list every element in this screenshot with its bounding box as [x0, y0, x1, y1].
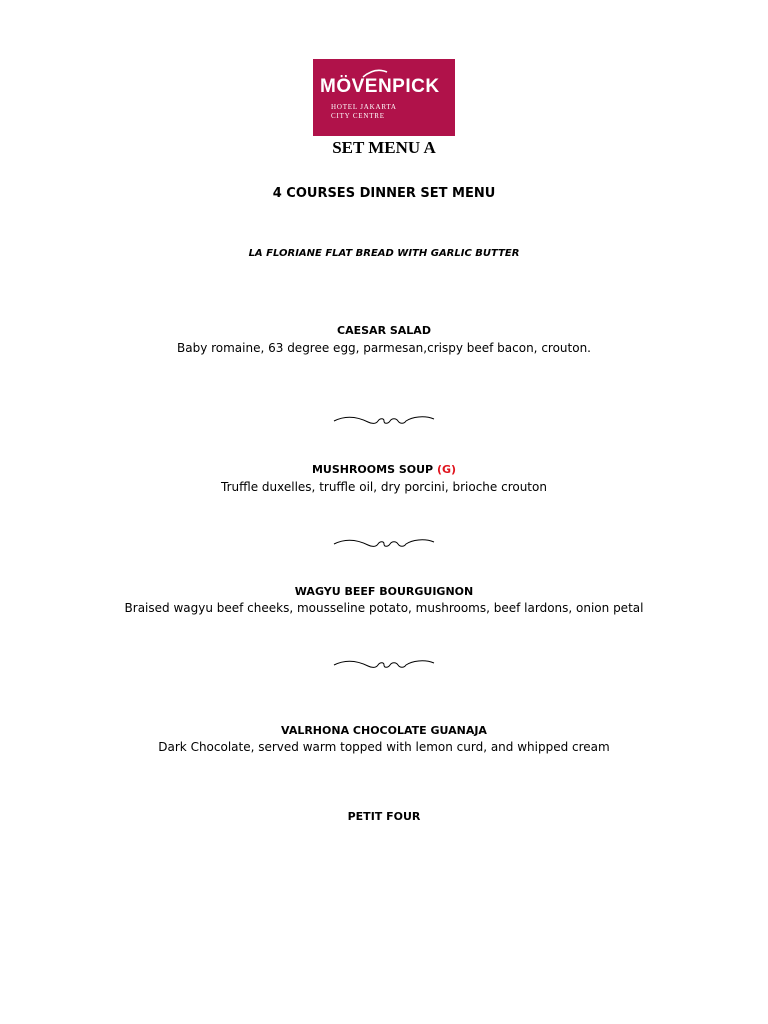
- bread-course: LA FLORIANE FLAT BREAD WITH GARLIC BUTTER: [248, 248, 520, 259]
- course-name-text: MUSHROOMS SOUP: [311, 463, 437, 476]
- course-name-caesar: CAESAR SALAD: [337, 324, 431, 337]
- logo-location-line: CITY CENTRE: [331, 112, 385, 120]
- movenpick-logo: [313, 59, 455, 136]
- course-name-chocolate: VALRHONA CHOCOLATE GUANAJA: [281, 724, 487, 737]
- ornamental-flourish-icon: [332, 413, 436, 429]
- course-name-petit-four: PETIT FOUR: [347, 810, 421, 823]
- logo-brand-text: MÖVENPICK: [320, 76, 440, 97]
- menu-subtitle: 4 COURSES DINNER SET MENU: [272, 186, 496, 201]
- course-name-wagyu: WAGYU BEEF BOURGUIGNON: [294, 585, 474, 598]
- course-desc-mushroom-soup: Truffle duxelles, truffle oil, dry porcini, brioche crouton: [221, 480, 547, 494]
- ornamental-flourish-icon: [332, 536, 436, 552]
- course-desc-caesar: Baby romaine, 63 degree egg, parmesan,crispy beef bacon, crouton.: [176, 341, 591, 355]
- ornamental-flourish-icon: [332, 657, 436, 673]
- course-desc-chocolate: Dark Chocolate, served warm topped with lemon curd, and whipped cream: [158, 740, 610, 754]
- course-desc-wagyu: Braised wagyu beef cheeks, mousseline potato, mushrooms, beef lardons, onion petal: [124, 601, 644, 615]
- menu-title: SET MENU A: [332, 138, 436, 157]
- course-name-mushroom-soup: [0, 463, 768, 476]
- logo-hotel-line: HOTEL JAKARTA: [331, 103, 397, 111]
- gluten-tag: (G): [436, 463, 457, 476]
